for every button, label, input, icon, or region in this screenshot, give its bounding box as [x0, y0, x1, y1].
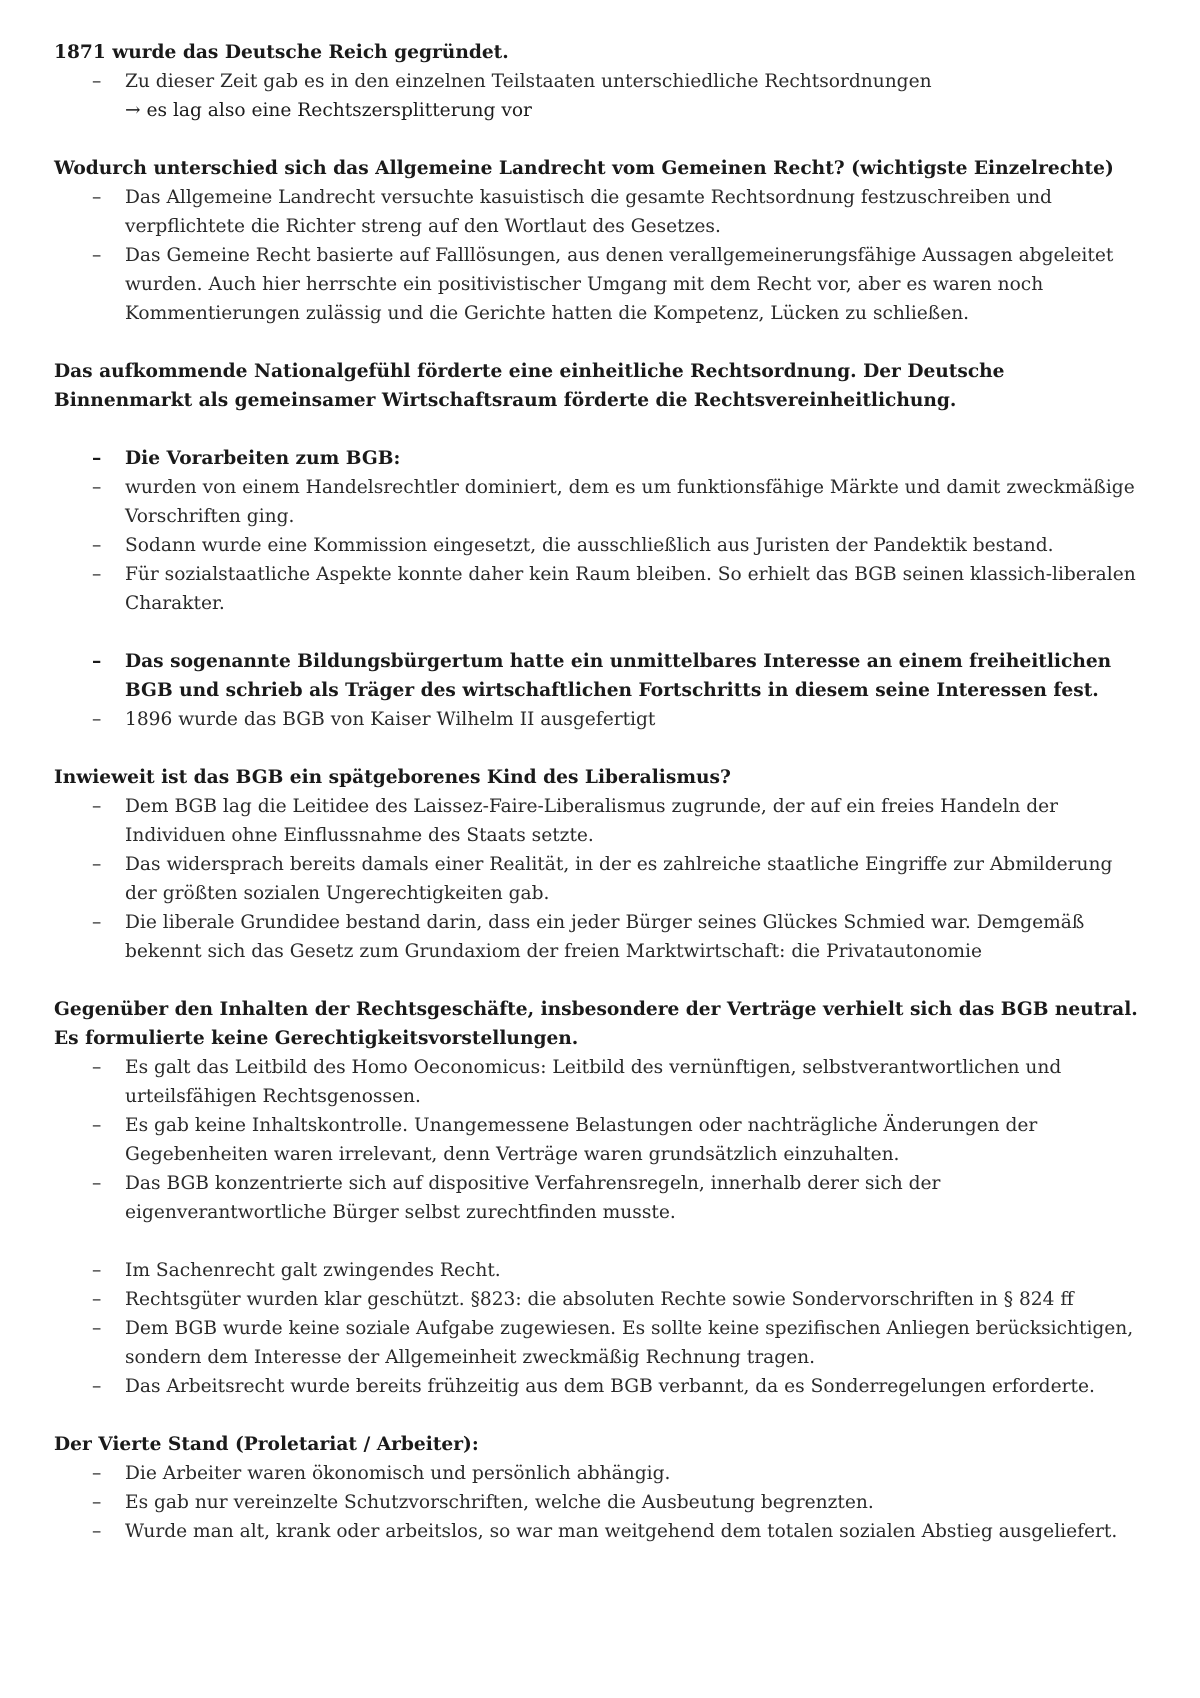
section-liberalismus [54, 763, 1144, 966]
section-landrecht-vs-gemeines-recht [54, 154, 1144, 328]
list-item: – Das widersprach bereits damals einer Realität, in der es zahlreiche staatliche Eingriffe zur Abmilderung der größten sozialen Ungerechtigkeiten gab. [54, 850, 1144, 908]
bullet-list [54, 444, 1144, 618]
document-page [54, 38, 1144, 1575]
list-item: – Es galt das Leitbild des Homo Oeconomicus: Leitbild des vernünftigen, selbstverantwortlichen und urteilsfähigen Rechtsgenossen. [54, 1053, 1144, 1111]
list-item: – wurden von einem Handelsrechtler dominiert, dem es um funktionsfähige Märkte und damit zweckmäßige Vorschriften ging. [54, 473, 1144, 531]
section-rechtsgeschaefte [54, 995, 1144, 1401]
list-item: – Die Vorarbeiten zum BGB: [54, 444, 1144, 473]
section-reichsgruendung [54, 38, 1144, 125]
list-item: – Dem BGB wurde keine soziale Aufgabe zugewiesen. Es sollte keine spezifischen Anliegen berücksichtigen, sondern dem Interesse der Allgemeinheit zweckmäßig Rechnung tragen. [54, 1314, 1144, 1372]
list-item: – Das sogenannte Bildungsbürgertum hatte ein unmittelbares Interesse an einem freiheitlichen BGB und schrieb als Träger des wirtschaftlichen Fortschritts in diesem seine Interessen fest. [54, 647, 1144, 705]
bullet-list [54, 1459, 1144, 1546]
section-vierter-stand [54, 1430, 1144, 1546]
bullet-list [54, 1256, 1144, 1401]
list-item: – Sodann wurde eine Kommission eingesetzt, die ausschließlich aus Juristen der Pandektik bestand. [54, 531, 1144, 560]
list-item: – Zu dieser Zeit gab es in den einzelnen Teilstaaten unterschiedliche Rechtsordnungen [54, 67, 1144, 96]
list-item: – Es gab nur vereinzelte Schutzvorschriften, welche die Ausbeutung begrenzten. [54, 1488, 1144, 1517]
list-item: – 1896 wurde das BGB von Kaiser Wilhelm II ausgefertigt [54, 705, 1144, 734]
bullet-list [54, 67, 1144, 96]
section-heading: Inwieweit ist das BGB ein spätgeborenes Kind des Liberalismus? [54, 767, 731, 788]
bullet-list [54, 183, 1144, 328]
bullet-list [54, 792, 1144, 966]
list-item: – Das BGB konzentrierte sich auf dispositive Verfahrensregeln, innerhalb derer sich der eigenverantwortliche Bürger selbst zurechtfinden musste. [54, 1169, 1144, 1227]
list-item: – Das Allgemeine Landrecht versuchte kasuistisch die gesamte Rechtsordnung festzuschreiben und verpflichtete die Richter streng auf den Wortlaut des Gesetzes. [54, 183, 1144, 241]
section-heading: 1871 wurde das Deutsche Reich gegründet. [54, 42, 509, 63]
list-item: – Das Arbeitsrecht wurde bereits frühzeitig aus dem BGB verbannt, da es Sonderregelungen erforderte. [54, 1372, 1144, 1401]
bullet-list [54, 1053, 1144, 1227]
list-item: – Dem BGB lag die Leitidee des Laissez-Faire-Liberalismus zugrunde, der auf ein freies Handeln der Individuen ohne Einflussnahme des Staats setzte. [54, 792, 1144, 850]
list-item: – Es gab keine Inhaltskontrolle. Unangemessene Belastungen oder nachträgliche Änderungen der Gegebenheiten waren irrelevant, denn Verträge waren grundsätzlich einzuhalten. [54, 1111, 1144, 1169]
section-nationalgefuehl [54, 357, 1144, 734]
bullet-list [54, 647, 1144, 734]
continuation-line: → es lag also eine Rechtszersplitterung vor [125, 100, 532, 121]
list-item: – Rechtsgüter wurden klar geschützt. §823: die absoluten Rechte sowie Sondervorschriften in § 824 ff [54, 1285, 1144, 1314]
section-heading: Das aufkommende Nationalgefühl förderte eine einheitliche Rechtsordnung. Der Deutsche Binnenmarkt als gemeinsamer Wirtschaftsraum förderte die Rechtsvereinheitlichung. [54, 361, 1005, 411]
list-item: – Wurde man alt, krank oder arbeitslos, so war man weitgehend dem totalen sozialen Abstieg ausgeliefert. [54, 1517, 1144, 1546]
section-heading: Gegenüber den Inhalten der Rechtsgeschäfte, insbesondere der Verträge verhielt sich das BGB neutral. Es formulierte keine Gerechtigkeitsvorstellungen. [54, 999, 1138, 1049]
list-item: – Die liberale Grundidee bestand darin, dass ein jeder Bürger seines Glückes Schmied war. Demgemäß bekennt sich das Gesetz zum Grundaxiom der freien Marktwirtschaft: die Privatautonomie [54, 908, 1144, 966]
list-item: – Für sozialstaatliche Aspekte konnte daher kein Raum bleiben. So erhielt das BGB seinen klassich-liberalen Charakter. [54, 560, 1144, 618]
section-heading: Wodurch unterschied sich das Allgemeine Landrecht vom Gemeinen Recht? (wichtigste Einzelrechte) [54, 158, 1114, 179]
list-item: – Im Sachenrecht galt zwingendes Recht. [54, 1256, 1144, 1285]
list-item: – Das Gemeine Recht basierte auf Falllösungen, aus denen verallgemeinerungsfähige Aussagen abgeleitet wurden. Auch hier herrschte ein positivistischer Umgang mit dem Recht vor, aber es waren noch Kommentierungen zulässig und die Gerichte hatten die Kompetenz, Lücken zu schließen. [54, 241, 1144, 328]
section-heading: Der Vierte Stand (Proletariat / Arbeiter): [54, 1434, 479, 1455]
list-item: – Die Arbeiter waren ökonomisch und persönlich abhängig. [54, 1459, 1144, 1488]
